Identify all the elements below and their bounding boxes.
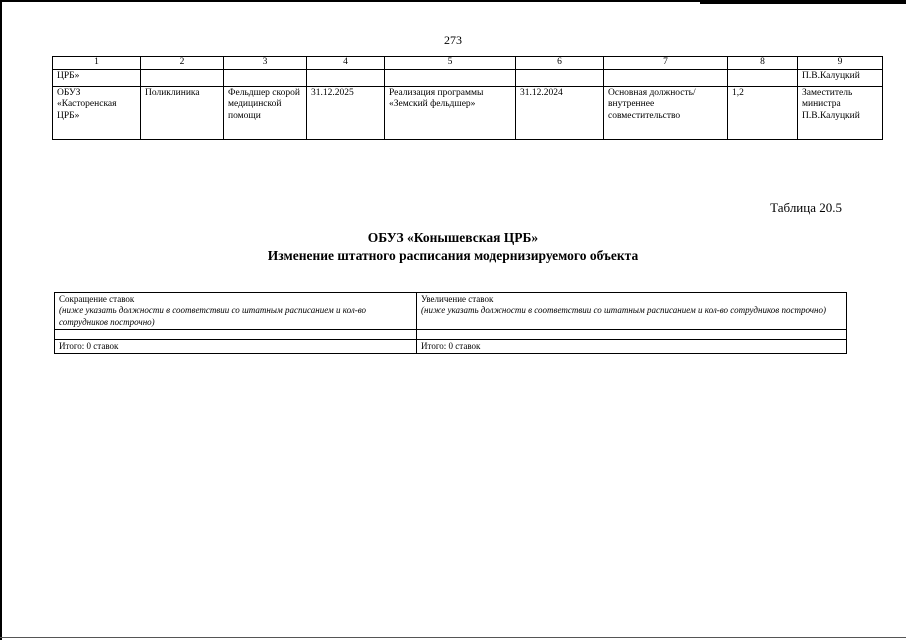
staffing-table (52, 56, 883, 140)
increase-cell (417, 293, 847, 330)
document-subtitle: Изменение штатного расписания модернизируемого объекта (267, 248, 639, 263)
table-cell: Основная должность/внутреннее совместительство (604, 87, 728, 140)
table-cell (307, 70, 385, 87)
table-cell: Реализация программы «Земский фельдшер» (385, 87, 516, 140)
increase-total: Итого: 0 ставок (417, 340, 847, 354)
reduction-cell (55, 293, 417, 330)
column-number: 8 (728, 57, 798, 70)
table-row (53, 70, 883, 87)
table-cell: П.В.Калуцкий (798, 70, 883, 87)
staff-header-row (55, 293, 847, 330)
increase-header: Увеличение ставок (421, 294, 494, 304)
table-cell (385, 70, 516, 87)
table-cell: Заместитель министра П.В.Калуцкий (798, 87, 883, 140)
table-cell: ОБУЗ «Касторенская ЦРБ» (53, 87, 141, 140)
table-row (53, 87, 883, 140)
table-cell (224, 70, 307, 87)
increase-hint: (ниже указать должности в соответствии со штатным расписанием и кол-во сотрудников построчно) (421, 305, 826, 316)
column-number: 5 (385, 57, 516, 70)
reduction-hint: (ниже указать должности в соответствии со штатным расписанием и кол-во сотрудников построчно) (59, 305, 367, 327)
table-cell: ЦРБ» (53, 70, 141, 87)
table-label: Таблица 20.5 (770, 200, 842, 215)
reduction-total: Итого: 0 ставок (55, 340, 417, 354)
staff-total-row (55, 340, 847, 354)
table-cell: 31.12.2024 (516, 87, 604, 140)
table-cell: 31.12.2025 (307, 87, 385, 140)
scan-border-top-thick (700, 0, 906, 4)
table-cell: Поликлиника (141, 87, 224, 140)
table-cell (604, 70, 728, 87)
table-cell (728, 70, 798, 87)
table-cell (516, 70, 604, 87)
empty-cell (417, 330, 847, 340)
table-cell (141, 70, 224, 87)
scan-border-bottom (0, 637, 906, 638)
reduction-header: Сокращение ставок (59, 294, 135, 304)
staff-change-table (54, 292, 847, 354)
table-header-row (53, 57, 883, 70)
table-cell: Фельдшер скорой медицинской помощи (224, 87, 307, 140)
column-number: 1 (53, 57, 141, 70)
page-number: 273 (444, 33, 462, 47)
column-number: 9 (798, 57, 883, 70)
column-number: 6 (516, 57, 604, 70)
document-title: ОБУЗ «Конышевская ЦРБ» (367, 230, 539, 245)
column-number: 7 (604, 57, 728, 70)
staff-empty-row (55, 330, 847, 340)
column-number: 3 (224, 57, 307, 70)
table-cell: 1,2 (728, 87, 798, 140)
empty-cell (55, 330, 417, 340)
column-number: 4 (307, 57, 385, 70)
scan-border-left (0, 0, 2, 640)
column-number: 2 (141, 57, 224, 70)
